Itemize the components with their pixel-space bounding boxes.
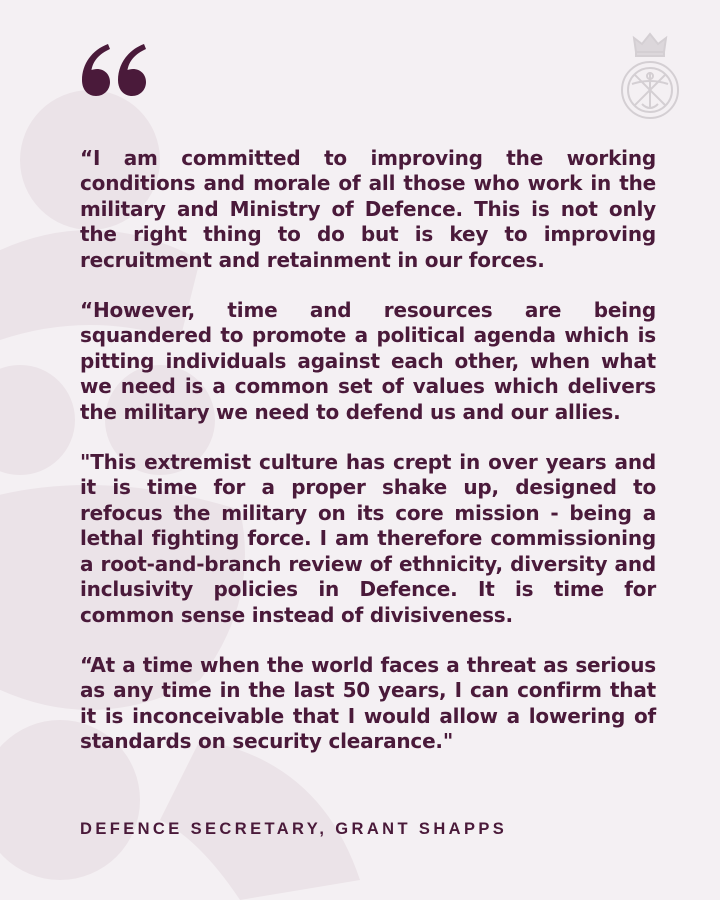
quote-body bbox=[80, 146, 656, 755]
attribution: DEFENCE SECRETARY, GRANT SHAPPS bbox=[80, 820, 508, 838]
quote-open-icon bbox=[78, 34, 148, 104]
quote-paragraph-2: “However, time and resources are being squandered to promote a political agenda which is pitting individuals against each other, when what we need is a common set of values which delivers the military we need to defend us and our allies. bbox=[80, 298, 656, 424]
defence-crest-icon bbox=[612, 28, 688, 124]
quote-paragraph-3: "This extremist culture has crept in over years and it is time for a proper shake up, designed to refocus the military on its core mission - being a lethal fighting force. I am therefore commissioning a root-and-branch review of ethnicity, diversity and inclusivity policies in Defence. It is time for common sense instead of divisiveness. bbox=[80, 450, 656, 627]
quote-paragraph-4: “At a time when the world faces a threat as serious as any time in the last 50 years, I can confirm that it is inconceivable that I would allow a lowering of standards on security clearance." bbox=[80, 652, 656, 754]
quote-paragraph-1: “I am committed to improving the working conditions and morale of all those who work in the military and Ministry of Defence. This is not only the right thing to do but is key to improving recruitment and retainment in our forces. bbox=[80, 146, 656, 272]
